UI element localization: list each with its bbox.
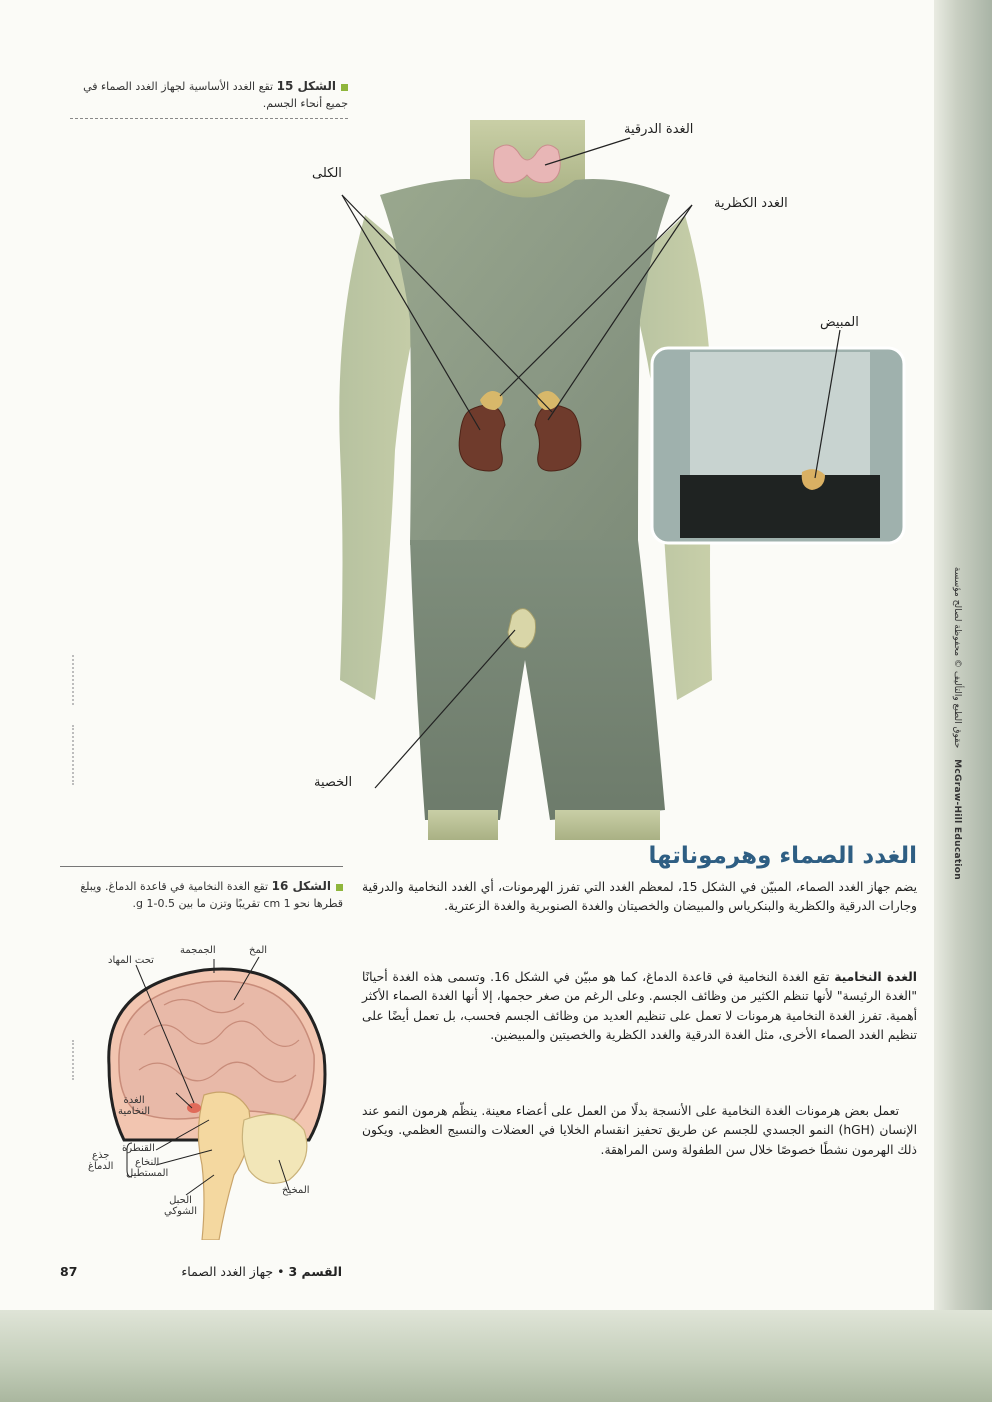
label-hypothalamus: تحت المهاد [108,955,154,966]
figure15-number: الشكل 15 [276,79,336,93]
label-spinal-line1: الحبل [169,1195,192,1206]
figure16-caption [60,878,343,912]
caption-bullet-icon [336,884,343,891]
label-skull: الجمجمة [180,945,216,956]
label-ovary: المبيض [820,315,859,330]
spine-copyright: حقوق الطبع والتأليف © محفوظة لصالح مؤسسة [952,566,962,749]
right-kidney [459,405,505,471]
label-brainstem-line1: جذع [92,1150,110,1161]
inset-shorts [680,475,880,538]
spine-publisher-text [952,567,962,880]
right-leg-shape [428,810,498,840]
footer-section-label: القسم 3 [288,1264,343,1279]
label-testis: الخصية [314,775,353,790]
label-cerebrum: المخ [249,945,268,956]
label-brainstem [88,1150,113,1172]
margin-dots [72,725,76,785]
caption-bullet-icon [341,84,348,91]
label-spinal-line2: الشوكي [164,1206,198,1217]
ovary-inset [652,348,904,543]
label-cerebellum: المخيخ [282,1185,310,1196]
figure15-caption [70,78,348,112]
margin-dots [72,655,76,705]
paragraph-growth-hormone: تعمل بعض هرمونات الغدة النخامية على الأنسجة بدلًا من العمل على أعضاء معينة. ينظّم هرمون النمو عند الإنسان (hGH) النمو الجسدي للجسم عن طريق تحفيز انقسام الخلايا في العضلات والنسيج العظمي. ويكون ذلك الهرمون نشطًا خصوصًا خلال سن الطفولة وسن المراهقة. [362,1104,917,1157]
caption-divider [70,118,348,119]
shirt-shape [380,179,670,545]
paragraph-pituitary-text: تقع الغدة النخامية في قاعدة الدماغ، كما هو مبيّن في الشكل 16. وتسمى هذه الغدة أحيانًا "الغدة الرئيسة" لأنها تنظم الكثير من وظائف الجسم. وعلى الرغم من صغر حجمها، إلا أنها الغدة الصماء الأكثر أهمية. تفرز الغدة النخامية هرمونات لا تعمل على تنظيم العديد من وظائف الجسم فحسب، بل تعمل أيضًا على تنظيم الغدد الصماء الأخرى، مثل الغدة الدرقية والغدد الكظرية والخصيتين والمبيضين. [362,970,917,1042]
paragraph-pituitary [362,968,917,1045]
page-footer [60,1264,342,1279]
label-thyroid: الغدة الدرقية [624,122,694,137]
footer-section-title: جهاز الغدد الصماء [181,1264,274,1279]
label-pituitary-line1: الغدة [123,1095,145,1106]
label-pituitary-line2: النخامية [118,1106,151,1117]
figure16-caption-text: تقع الغدة النخامية في قاعدة الدماغ. ويبلغ قطرها نحو 1 cm تقريبًا وتزن ما بين 0.5-1 g. [80,880,343,910]
left-leg-shape [555,810,660,840]
figure16-brain-illustration [84,945,339,1240]
body-endocrine-svg [320,120,950,840]
footer-section: القسم 3 • جهاز الغدد الصماء [181,1264,343,1279]
spine-publisher: McGraw-Hill Education [952,759,962,880]
shorts-shape [410,540,665,820]
brainstem-shape [198,1092,250,1240]
label-brainstem-line2: الدماغ [88,1161,114,1172]
paragraph-pituitary-lead: الغدة النخامية [834,970,917,984]
label-adrenal: الغدد الكظرية [714,196,788,211]
left-kidney [535,405,581,471]
caption-divider [60,866,343,867]
paragraph-intro: يضم جهاز الغدد الصماء، المبيّن في الشكل 15، لمعظم الغدد التي تفرز الهرمونات، أي الغدد النخامية والدرقية وجارات الدرقية والكظرية والبنكرياس والمبيضان والخصيتان والغدة الصنوبرية والغدة الزعترية. [362,880,918,914]
label-pituitary [118,1095,150,1117]
testis-gland [508,609,536,648]
margin-dots [72,1040,76,1080]
figure16-number: الشكل 16 [271,879,331,893]
cerebellum-shape [242,1114,307,1183]
pituitary-gland-shape [187,1103,201,1113]
label-medulla [126,1157,168,1179]
scan-bottom-band [0,1310,992,1402]
label-medulla-line1: النخاع [135,1157,160,1168]
figure15-illustration [312,120,950,840]
inset-shirt [690,352,870,477]
label-kidneys: الكلى [312,166,342,181]
label-spinal-cord [164,1195,197,1217]
label-medulla-line2: المستطيل [126,1168,169,1179]
label-pons: القنطرة [122,1143,155,1154]
section-heading: الغدد الصماء وهرموناتها [648,843,917,869]
figure15-caption-text: تقع الغدد الأساسية لجهاز الغدد الصماء في جميع أنحاء الجسم. [83,80,348,110]
page-number: 87 [60,1264,78,1279]
